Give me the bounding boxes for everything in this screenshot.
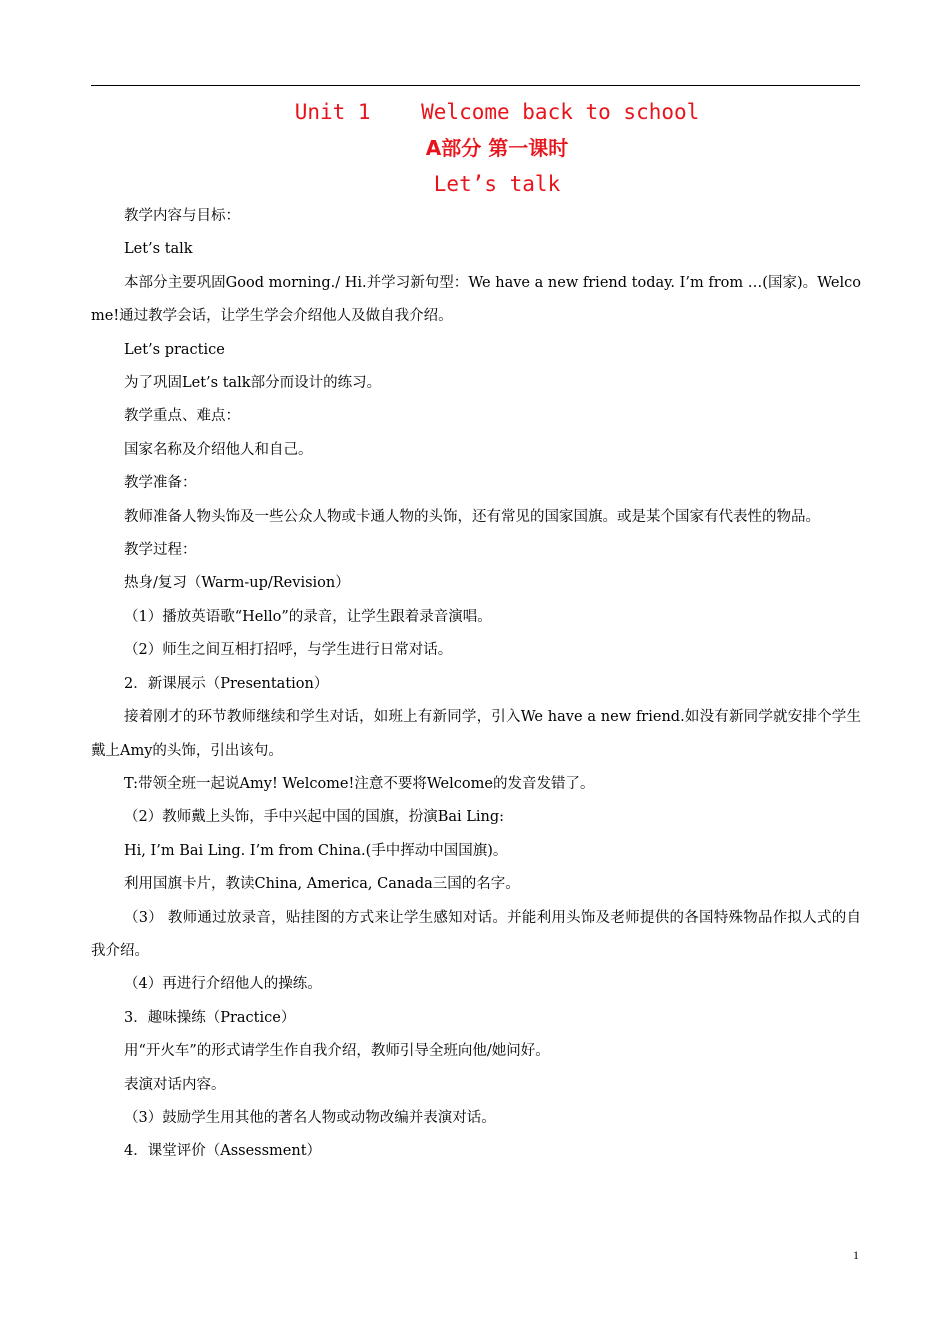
title-block [91, 94, 903, 202]
step-presentation: 2．新课展示（Presentation） [124, 675, 329, 692]
heading-content-goals: 教学内容与目标： [124, 208, 240, 224]
header-rule [91, 85, 860, 86]
paragraph-flag-cards: 利用国旗卡片，教读China, America, Canada三国的名字。 [124, 876, 520, 893]
subheading-lets-talk: Let’s talk [124, 241, 193, 258]
step-presentation-4: （4）再进行介绍他人的操练。 [124, 976, 322, 993]
paragraph-talk-description: 本部分主要巩固Good morning./ Hi.并学习新句型：We have a new friend today. I’m from …(国家)。Welcome!通过教学会话，让学生学会介绍他人及做自我介绍。 [91, 274, 861, 325]
unit-title: Unit 1 Welcome back to school [294, 100, 700, 124]
paragraph-perform: 表演对话内容。 [124, 1076, 226, 1093]
section-title: A部分 第一课时 [425, 136, 569, 160]
step-warm-up-1: （1）播放英语歌“Hello”的录音，让学生跟着录音演唱。 [124, 608, 492, 625]
step-presentation-2: （2）教师戴上头饰，手中兴起中国的国旗，扮演Bai Ling: [124, 809, 505, 826]
paragraph-preparation: 教师准备人物头饰及一些公众人物或卡通人物的头饰，还有常见的国家国旗。或是某个国家有代表性的物品。 [124, 508, 820, 525]
subheading-lets-practice: Let’s practice [124, 341, 225, 358]
step-warm-up-2: （2）师生之间互相打招呼，与学生进行日常对话。 [124, 642, 453, 659]
step-assessment: 4．课堂评价（Assessment） [124, 1143, 322, 1160]
paragraph-presentation-intro: 接着刚才的环节教师继续和学生对话，如班上有新同学，引入We have a new friend.如没有新同学就安排个学生戴上Amy的头饰，引出该句。 [91, 709, 861, 759]
heading-key-points: 教学重点、难点： [124, 408, 240, 425]
paragraph-bai-ling: Hi, I’m Bai Ling. I’m from China.(手中挥动中国国旗)。 [124, 842, 508, 859]
paragraph-welcome: T:带领全班一起说Amy! Welcome!注意不要将Welcome的发音发错了。 [124, 775, 595, 792]
paragraph-train-game: 用“开火车”的形式请学生作自我介绍，教师引导全班向他/她问好。 [124, 1043, 550, 1060]
step-practice-3: （3）鼓励学生用其他的著名人物或动物改编并表演对话。 [124, 1109, 496, 1126]
heading-process: 教学过程： [124, 542, 197, 559]
document-body [91, 200, 861, 1169]
paragraph-practice-description: 为了巩固Let’s talk部分而设计的练习。 [124, 375, 382, 392]
step-presentation-3: （3） 教师通过放录音，贴挂图的方式来让学生感知对话。并能利用头饰及老师提供的各国特殊物品作拟人式的自我介绍。 [91, 909, 861, 959]
lesson-title: Let’s talk [433, 172, 561, 196]
step-practice: 3．趣味操练（Practice） [124, 1009, 296, 1026]
paragraph-key-points: 国家名称及介绍他人和自己。 [124, 441, 313, 458]
page-number: 1 [853, 1248, 859, 1262]
heading-preparation: 教学准备： [124, 475, 197, 492]
step-warm-up: 热身/复习（Warm-up/Revision） [124, 575, 350, 592]
